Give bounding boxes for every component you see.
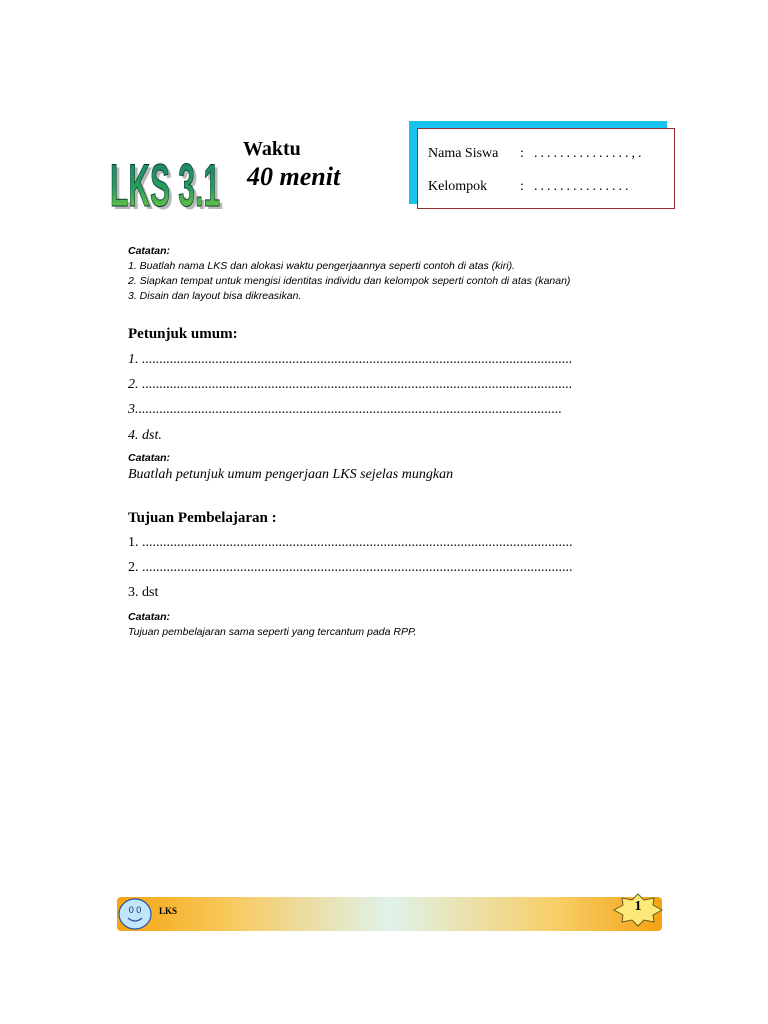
identity-box [417, 128, 675, 209]
tujuan-item: 1. ........................................................................................................................... [128, 535, 573, 550]
note-top-line: 1. Buatlah nama LKS dan alokasi waktu pengerjaannya seperti contoh di atas (kiri). [128, 260, 515, 272]
petunjuk-note-title: Catatan: [128, 452, 171, 464]
group-colon: : [520, 179, 524, 194]
svg-text:LKS 3.1: LKS 3.1 [110, 152, 220, 218]
tujuan-note-text: Tujuan pembelajaran sama seperti yang tercantum pada RPP. [128, 626, 417, 638]
smiley-icon [118, 898, 152, 930]
waktu-label: Waktu [243, 138, 301, 160]
svg-text:LKS 3.1: LKS 3.1 [113, 155, 223, 218]
petunjuk-note-text: Buatlah petunjuk umum pengerjaan LKS sejelas mungkan [128, 467, 454, 482]
group-row [428, 179, 632, 195]
tujuan-note-title: Catatan: [128, 611, 171, 623]
footer-label: LKS [159, 906, 178, 916]
petunjuk-item: 2. ........................................................................................................................... [128, 377, 573, 392]
tujuan-item: 2. ........................................................................................................................... [128, 560, 573, 575]
lks-title-wordart [104, 108, 224, 218]
name-field[interactable]: ...............,. [534, 146, 645, 161]
waktu-value: 40 menit [247, 162, 341, 191]
group-field[interactable]: ............... [534, 179, 632, 194]
name-colon: : [520, 146, 524, 161]
note-top-line: 2. Siapkan tempat untuk mengisi identitas individu dan kelompok seperti contoh di atas (kanan) [128, 275, 571, 287]
tujuan-heading: Tujuan Pembelajaran : [128, 510, 277, 526]
name-label: Nama Siswa [428, 146, 499, 161]
svg-text:0 0: 0 0 [128, 905, 142, 915]
footer-bar [117, 897, 662, 931]
petunjuk-heading: Petunjuk umum: [128, 326, 238, 342]
note-top-line: 3. Disain dan layout bisa dikreasikan. [128, 290, 302, 302]
tujuan-item: 3. dst [128, 585, 159, 600]
petunjuk-item: 3.......................................................................................................................... [128, 402, 562, 417]
name-row [428, 146, 645, 162]
group-label: Kelompok [428, 179, 488, 194]
petunjuk-item: 4. dst. [128, 428, 162, 443]
note-top-list [128, 259, 570, 304]
page-number: 1 [634, 899, 642, 914]
note-top-title: Catatan: [128, 245, 171, 257]
petunjuk-item: 1. ........................................................................................................................... [128, 352, 573, 367]
